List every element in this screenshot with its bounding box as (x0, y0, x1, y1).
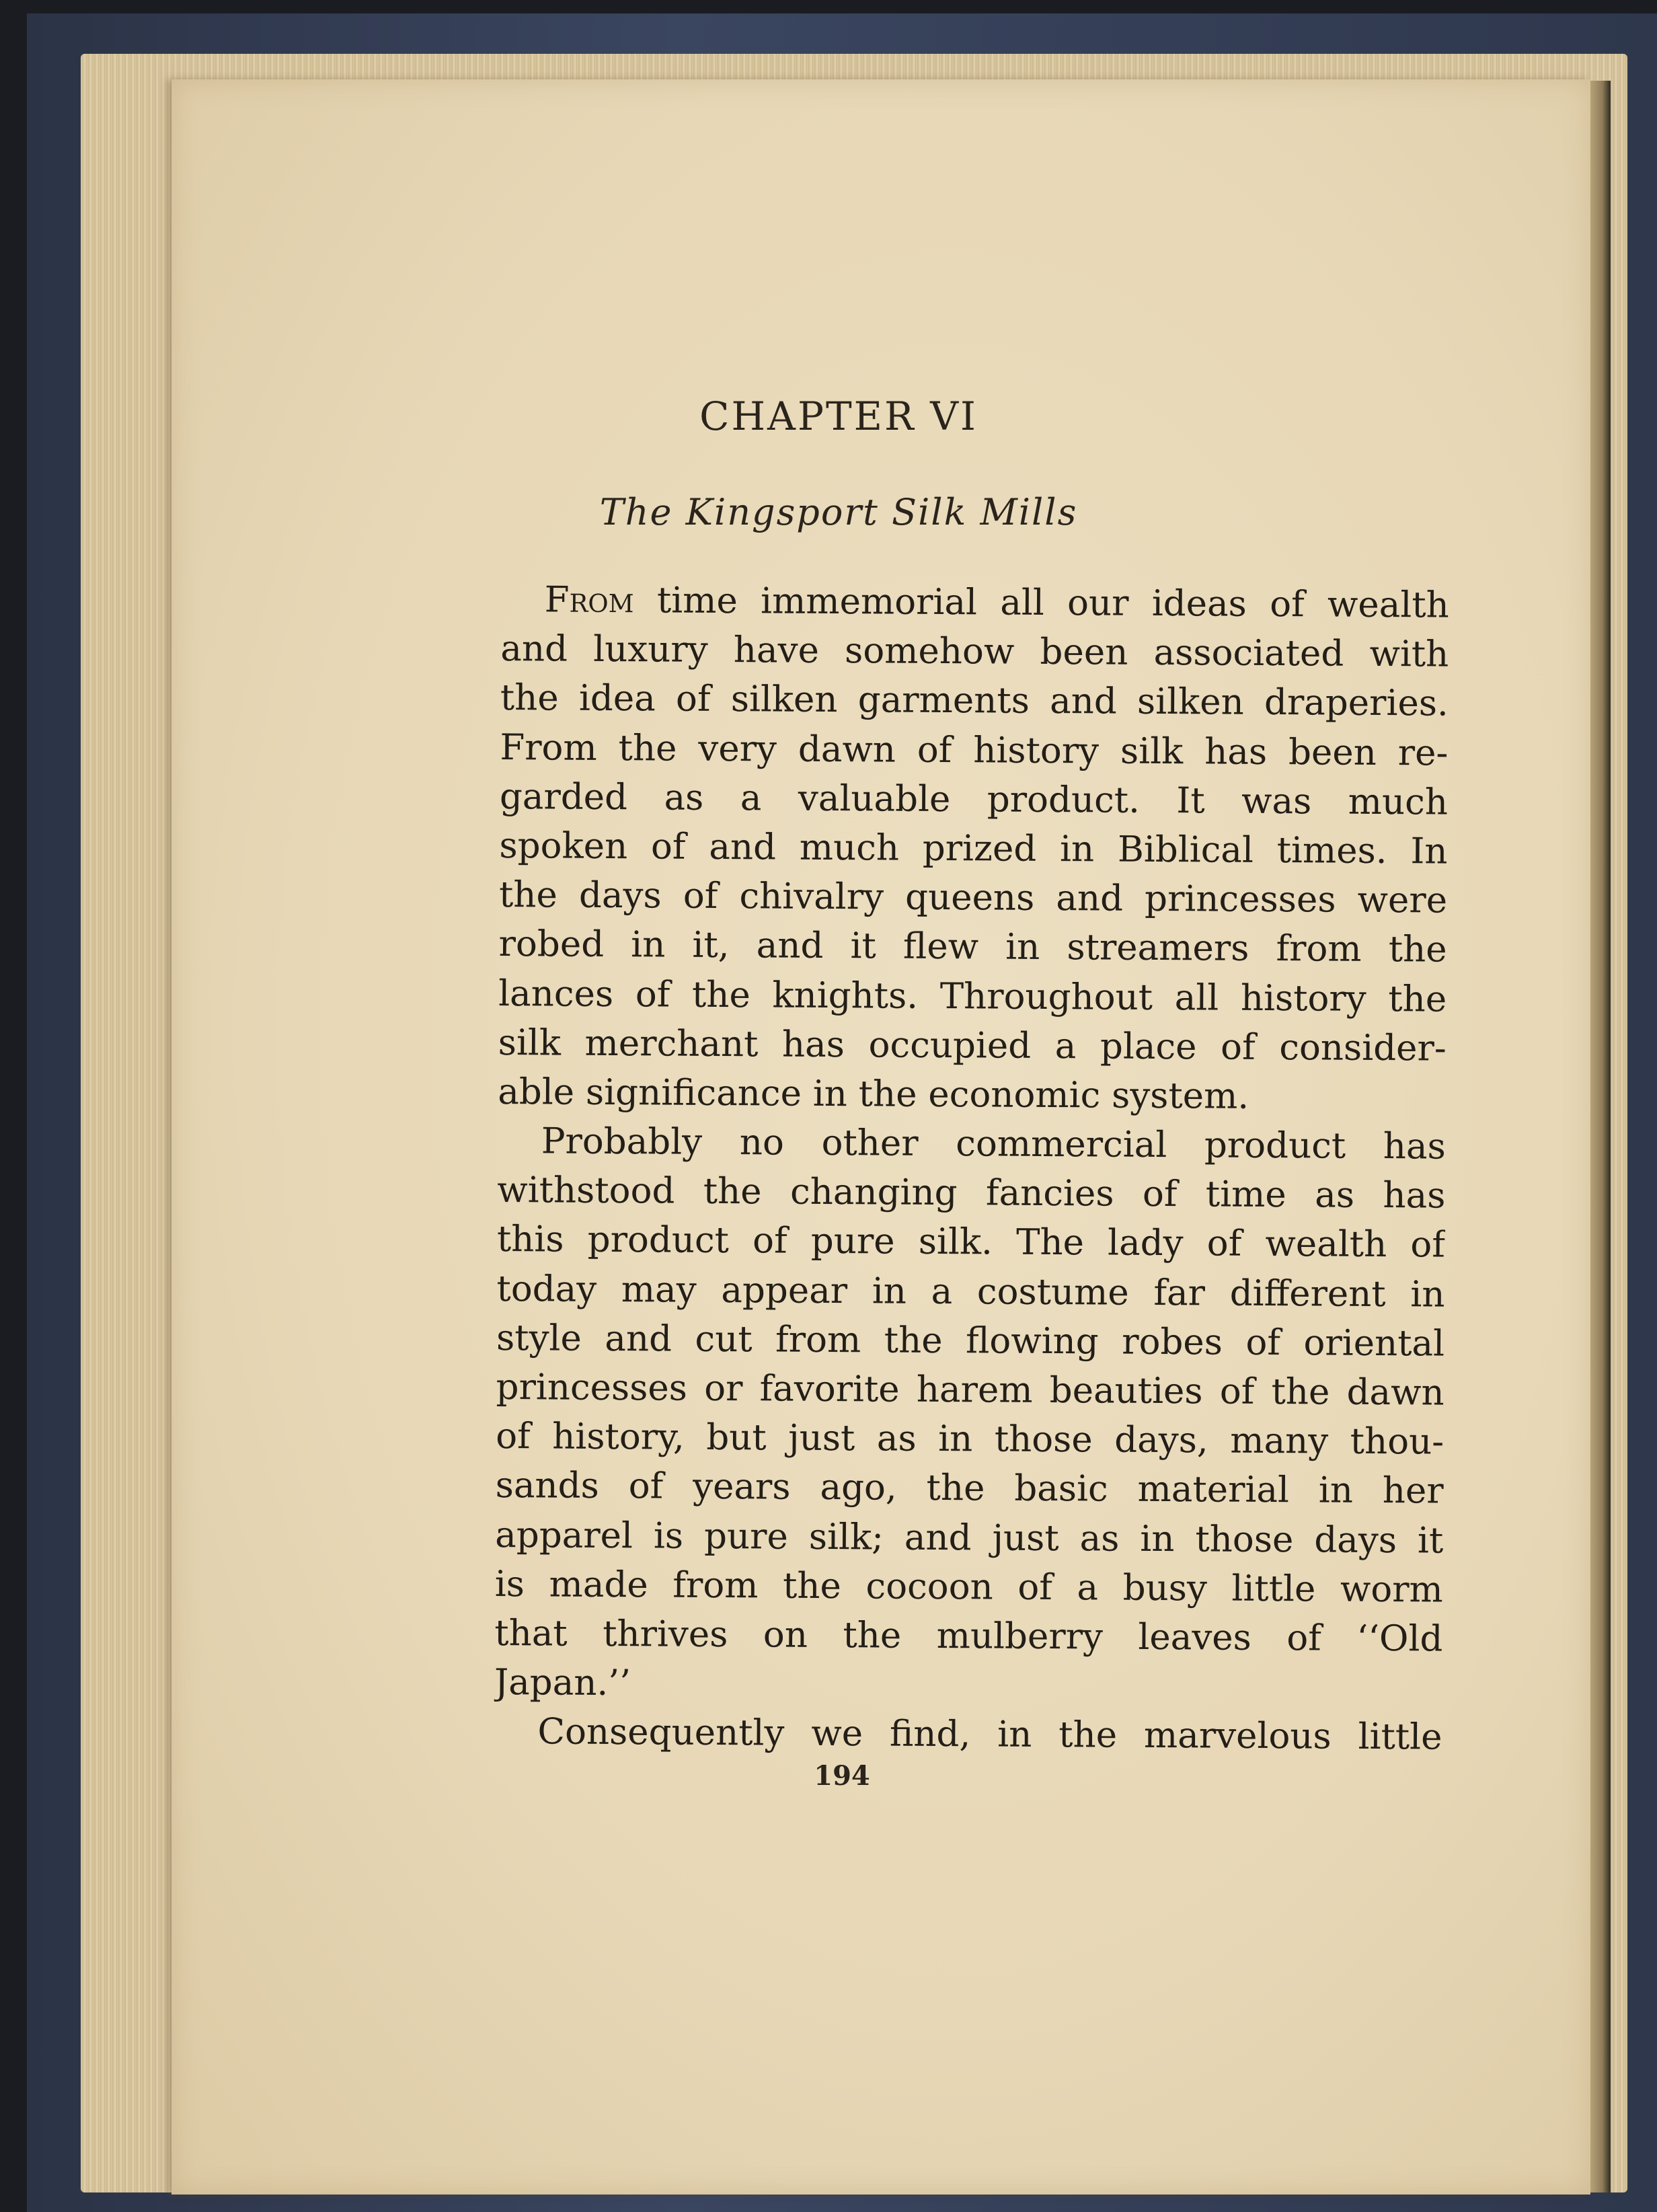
text-line: and luxury have somehow been associated with (500, 628, 1449, 675)
text-line: the days of chivalry queens and princesses were (498, 874, 1448, 921)
opening-word: From (544, 579, 634, 621)
text-line: sands of years ago, the basic material in her (495, 1465, 1444, 1512)
text-line: Probably no other commercial product has (541, 1120, 1447, 1168)
text-line: silk merchant has occupied a place of consider- (498, 1022, 1447, 1069)
text-line: that thrives on the mulberry leaves of ‘‘Old (494, 1612, 1443, 1660)
text-line: robed in it, and it flew in streamers from the (498, 923, 1447, 970)
text-line: lances of the knights. Throughout all history the (498, 972, 1447, 1020)
text-line: spoken of and much prized in Biblical times. In (499, 825, 1448, 872)
text-line: of history, but just as in those days, many thou- (495, 1416, 1444, 1463)
text-line: princesses or favorite harem beauties of the dawn (496, 1366, 1444, 1414)
text-line: Japan.’’ (494, 1662, 631, 1704)
chapter-heading: CHAPTER VI (699, 393, 978, 439)
text-line: able significance in the economic system. (498, 1071, 1249, 1117)
text-line: today may appear in a costume far different in (496, 1268, 1445, 1315)
text-line: From the very dawn of history silk has been re- (500, 726, 1449, 774)
body-text (494, 575, 1449, 1762)
text-line: this product of pure silk. The lady of wealth of (496, 1219, 1446, 1266)
text-line: is made from the cocoon of a busy little worm (494, 1563, 1443, 1611)
text-line: apparel is pure silk; and just as in those days it (495, 1514, 1444, 1562)
text-line: the idea of silken garments and silken draperies. (500, 677, 1449, 724)
text-line: garded as a valuable product. It was much (499, 775, 1449, 823)
text-line: Consequently we find, in the marvelous little (537, 1711, 1442, 1758)
text-line: style and cut from the flowing robes of oriental (496, 1317, 1445, 1365)
text-line: withstood the changing fancies of time as has (497, 1170, 1446, 1217)
chapter-title: The Kingsport Silk Mills (599, 491, 1078, 533)
page-number: 194 (814, 1760, 870, 1792)
text-line: From time immemorial all our ideas of wealth (544, 579, 1449, 626)
